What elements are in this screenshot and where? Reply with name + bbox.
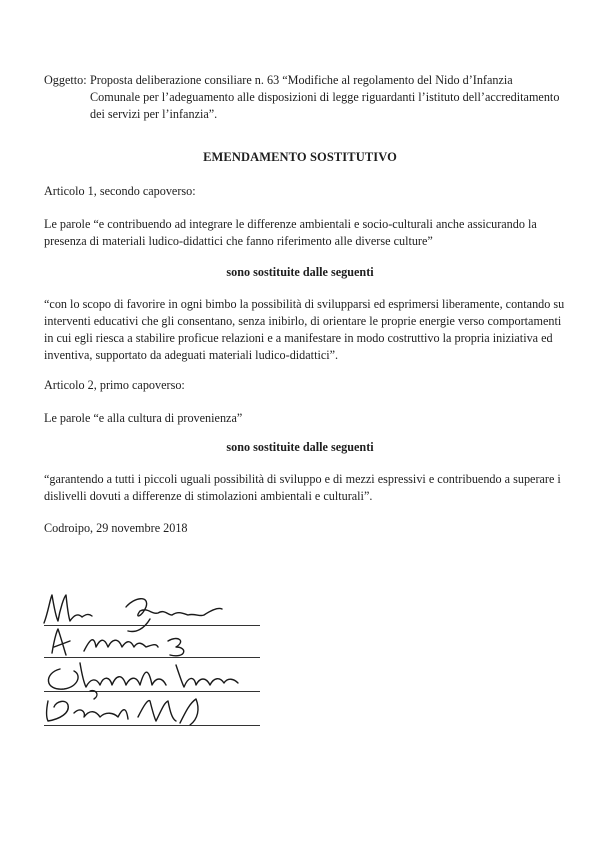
signature-1 [44, 595, 222, 632]
subject-block [44, 72, 564, 123]
article-2-reference: Articolo 2, primo capoverso: [44, 378, 185, 392]
subject-text: Proposta deliberazione consiliare n. 63 “Modifiche al regolamento del Nido d’Infanzia Comunale per l’adeguamento alle disposizioni di legge riguardanti l’istituto dell’accreditamento dei servizi per l’infanzia”. [90, 73, 560, 121]
document-heading: EMENDAMENTO SOSTITUTIVO [203, 150, 397, 164]
signature-area [30, 585, 280, 745]
article-1-reference: Articolo 1, secondo capoverso: [44, 184, 196, 198]
replacement-text-1: “con lo scopo di favorire in ogni bimbo la possibilità di svilupparsi ed esprimersi liberamente, contando su interventi educativi che gli consentano, senza inibirlo, di orientare le proprie energie verso comportamenti in cui egli riesca a stabilire proficue relazioni e a manifestare in modo costruttivo la propria iniziativa ed inventiva, supportato da adeguati materiali ludico-didattici”. [44, 297, 565, 362]
signature-4 [47, 699, 199, 725]
handwritten-signatures [30, 585, 280, 745]
replacement-notice-2: sono sostituite dalle seguenti [226, 440, 374, 454]
place-and-date: Codroipo, 29 novembre 2018 [44, 521, 188, 535]
subject-label: Oggetto: [44, 73, 87, 87]
signature-2 [52, 629, 184, 656]
replacement-notice-1: sono sostituite dalle seguenti [226, 265, 374, 279]
signature-3 [48, 663, 238, 699]
original-text-2: Le parole “e alla cultura di provenienza” [44, 411, 243, 425]
replacement-text-2: “garantendo a tutti i piccoli uguali possibilità di sviluppo e di mezzi espressivi e contribuendo a superare i dislivelli dovuti a differenze di stimolazioni ambientali e culturali”. [44, 472, 561, 503]
original-text-1: Le parole “e contribuendo ad integrare le differenze ambientali e socio-culturali anche assicurando la presenza di materiali ludico-didattici che fanno riferimento alle diverse culture” [44, 217, 537, 248]
